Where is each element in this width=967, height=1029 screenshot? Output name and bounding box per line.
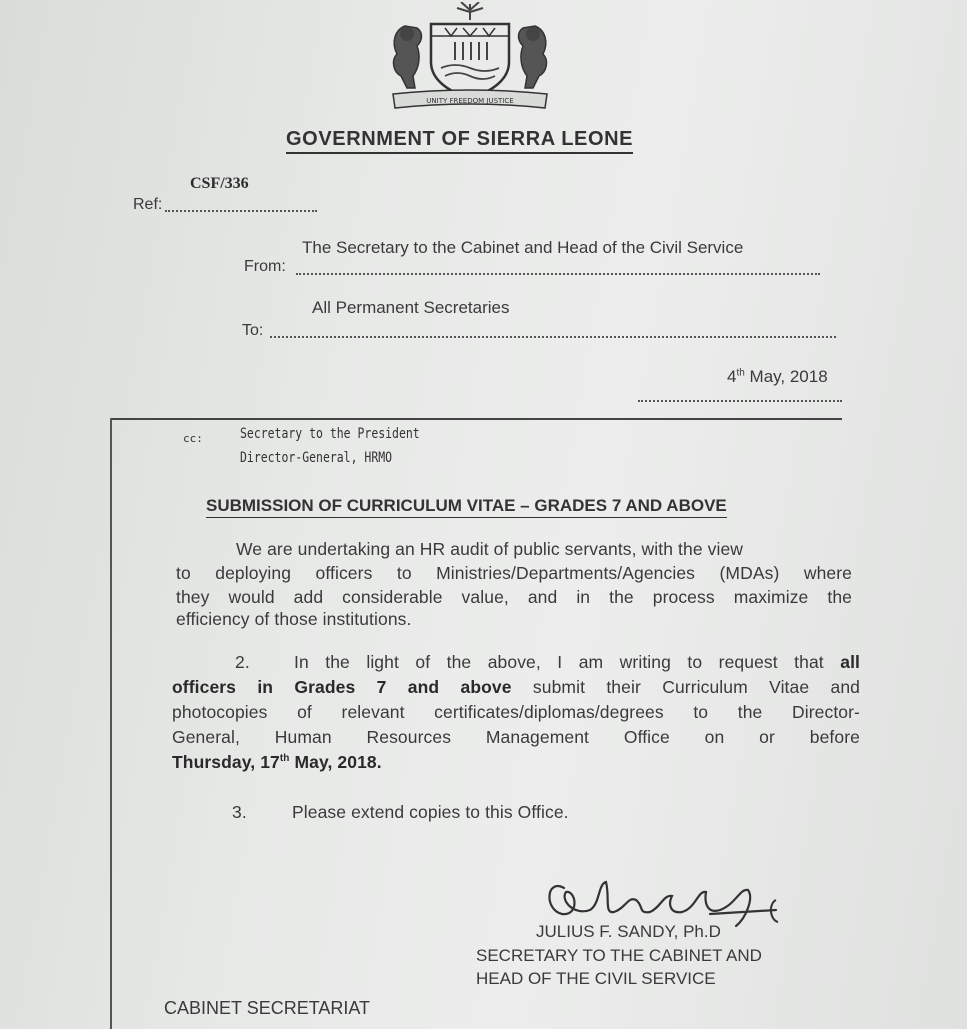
to-dotted-line <box>270 336 836 338</box>
signatory-title: SECRETARY TO THE CABINET AND <box>476 946 762 965</box>
memo-subject: SUBMISSION OF CURRICULUM VITAE – GRADES 7 AND ABOVE <box>206 496 727 518</box>
ref-value: CSF/336 <box>190 175 249 192</box>
ref-label: Ref: <box>133 196 163 213</box>
government-title: GOVERNMENT OF SIERRA LEONE <box>286 128 633 154</box>
header-divider <box>110 418 842 420</box>
ref-dotted-line <box>165 210 317 212</box>
margin-rule <box>110 418 112 1029</box>
memo-page: UNITY FREEDOM JUSTICE GOVERNMENT OF SIERRA LEONE CSF/336 Ref: The Secretary to the Cabinet and Head of the Civil Service From: All Permanent Secretaries To: 4th May, 2018 cc: Secretary to the President Director-General, HRMO SUBMISSION OF CURRICULUM VITAE – GRADES 7 AND ABOVE We are undertaking an HR audit of public servants, with the view to deploying officers to Ministries/Departments/Agencies (MDAs) where they would add considerable value, and in the process maximize the efficiency of those institutions. 2. In the light of the above, I am writing to request that all officers in Grades 7 and above submit their Curriculum Vitae and photocopies of relevant certificates/diplomas/degrees to the Director- General, Human Resources Management Office on or before Thursday, 17th May, 2018. 3. Please extend copies to this Office. JULIUS F. SANDY, Ph.D SECRETARY TO THE CABINET AND HEAD OF THE CIVIL SERVICE CABINET SECRETARIAT <box>0 0 967 1029</box>
handwritten-signature <box>540 870 790 930</box>
signatory-name: JULIUS F. SANDY, Ph.D <box>536 922 721 941</box>
svg-text:UNITY FREEDOM JUSTICE: UNITY FREEDOM JUSTICE <box>426 97 514 105</box>
cc-recipient: Secretary to the President <box>240 426 420 442</box>
to-value: All Permanent Secretaries <box>312 298 510 317</box>
date-dotted-line <box>638 400 842 402</box>
to-label: To: <box>242 322 264 339</box>
coat-of-arms-icon <box>385 2 555 114</box>
from-value: The Secretary to the Cabinet and Head of the Civil Service <box>302 238 744 257</box>
signatory-title: HEAD OF THE CIVIL SERVICE <box>476 969 716 988</box>
cc-label: cc: <box>183 432 203 445</box>
from-dotted-line <box>296 273 820 275</box>
from-label: From: <box>244 258 286 275</box>
memo-date: 4th May, 2018 <box>727 367 828 386</box>
footer-office: CABINET SECRETARIAT <box>164 998 371 1018</box>
cc-recipient: Director-General, HRMO <box>240 450 393 466</box>
